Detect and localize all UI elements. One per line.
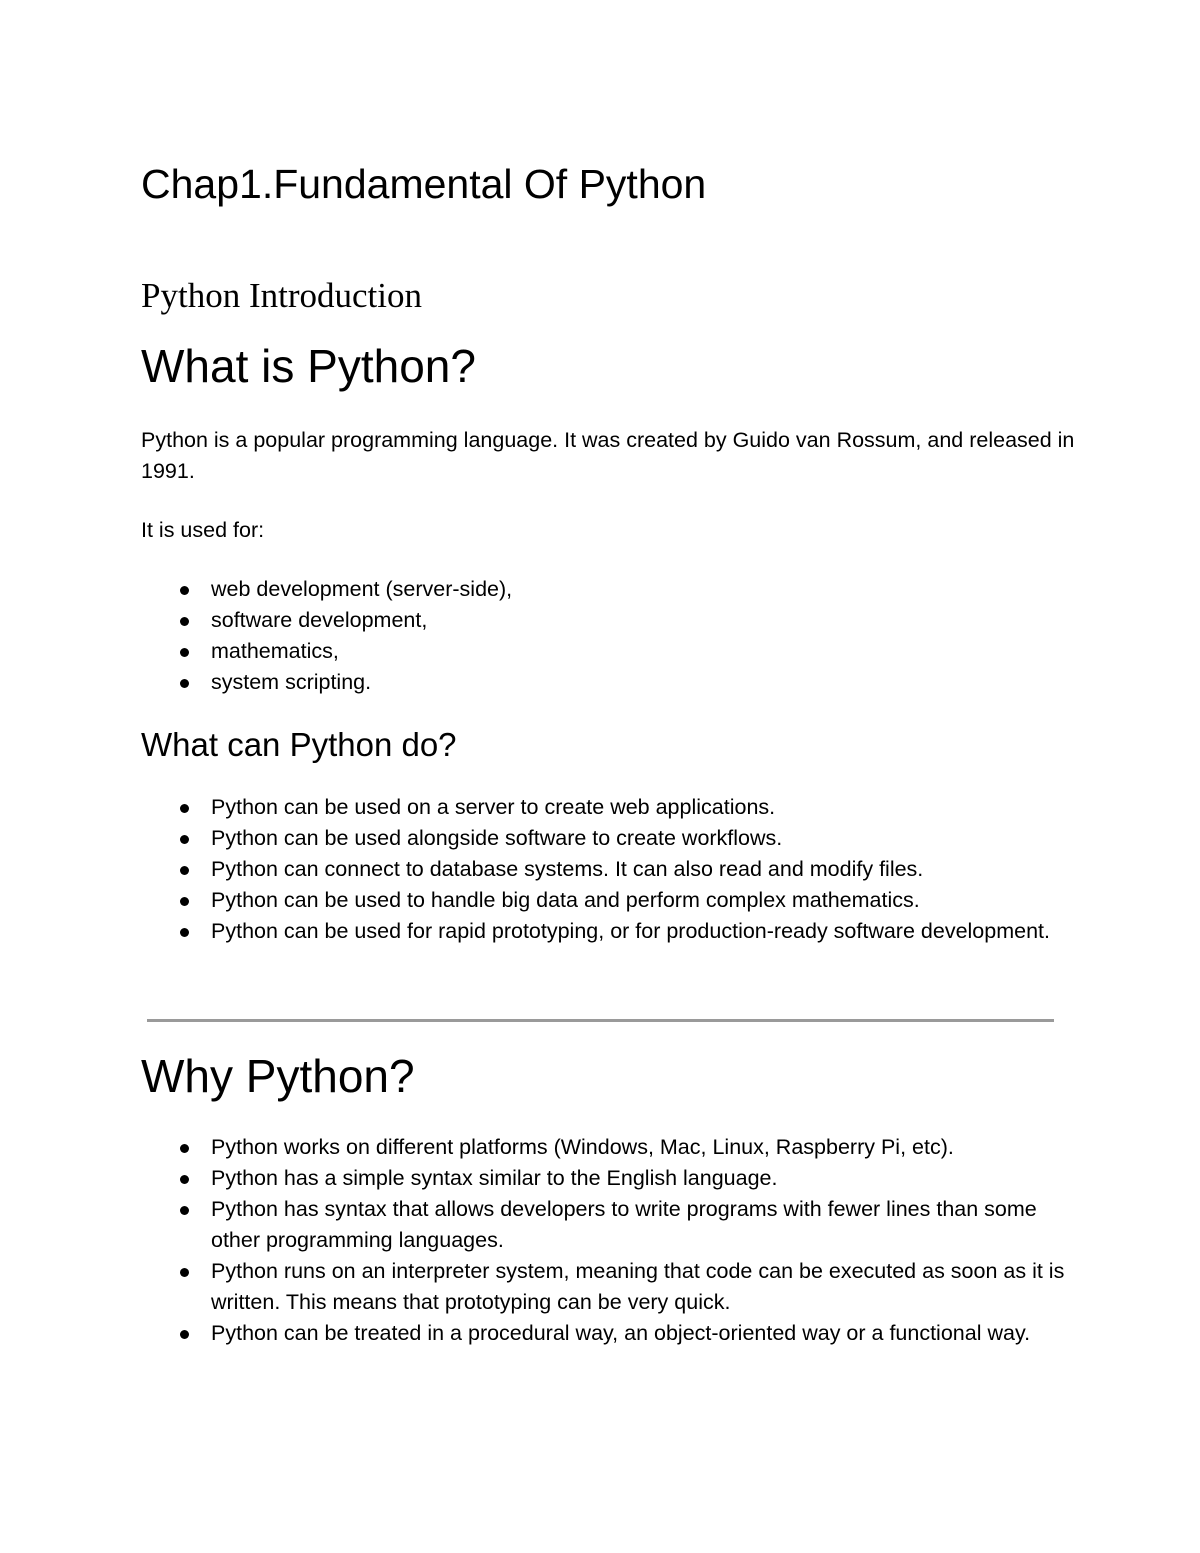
bullet-icon [180,835,189,844]
list-item [0,605,1071,636]
bullet-icon [180,617,189,626]
list-item-text: Python runs on an interpreter system, meaning that code can be executed as soon as it is written. This means that prototyping can be very quick. [211,1259,1065,1314]
chapter-title: Chap1.Fundamental Of Python [141,161,707,207]
list-item-text: Python can be used to handle big data and perform complex mathematics. [211,888,920,912]
horizontal-divider [147,1019,1054,1022]
list-item [0,667,1071,698]
bullet-icon [180,928,189,937]
list-item [0,1318,1071,1349]
bullet-icon [180,1206,189,1215]
list-item-text: software development, [211,608,428,632]
list-item-text: mathematics, [211,639,339,663]
list-item [0,1256,1071,1318]
list-item [0,885,1071,916]
bullet-icon [180,1330,189,1339]
list-item [0,823,1071,854]
bullet-icon [180,804,189,813]
list-item-text: Python has a simple syntax similar to the English language. [211,1166,778,1190]
list-item-text: Python can be treated in a procedural way, an object-oriented way or a functional way. [211,1321,1031,1345]
bullet-icon [180,1144,189,1153]
capabilities-list [0,792,1071,947]
list-item [0,1194,1071,1256]
heading-what-can-python-do: What can Python do? [141,726,457,763]
bullet-icon [180,586,189,595]
why-python-list [0,1132,1071,1349]
heading-why-python: Why Python? [141,1050,415,1102]
section-title: Python Introduction [141,276,422,315]
list-item-text: Python has syntax that allows developers to write programs with fewer lines than some other programming languages. [211,1197,1037,1252]
list-item-text: Python can connect to database systems. It can also read and modify files. [211,857,924,881]
list-item [0,854,1071,885]
heading-what-is-python: What is Python? [141,340,476,392]
uses-list [0,574,1071,698]
list-item-text: system scripting. [211,670,372,694]
list-item-text: web development (server-side), [211,577,513,601]
bullet-icon [180,679,189,688]
list-item [0,916,1071,947]
intro-paragraph: Python is a popular programming language. It was created by Guido van Rossum, and released in 1991. [141,428,1075,483]
bullet-icon [180,866,189,875]
list-item [0,1163,1071,1194]
bullet-icon [180,648,189,657]
list-item-text: Python can be used on a server to create web applications. [211,795,776,819]
bullet-icon [180,1268,189,1277]
list-item [0,574,1071,605]
list-item [0,636,1071,667]
list-item-text: Python works on different platforms (Windows, Mac, Linux, Raspberry Pi, etc). [211,1135,954,1159]
list-item [0,1132,1071,1163]
list-item-text: Python can be used alongside software to create workflows. [211,826,783,850]
list-item [0,792,1071,823]
list-item-text: Python can be used for rapid prototyping, or for production-ready software development. [211,919,1050,943]
used-for-label: It is used for: [141,518,265,542]
bullet-icon [180,1175,189,1184]
bullet-icon [180,897,189,906]
